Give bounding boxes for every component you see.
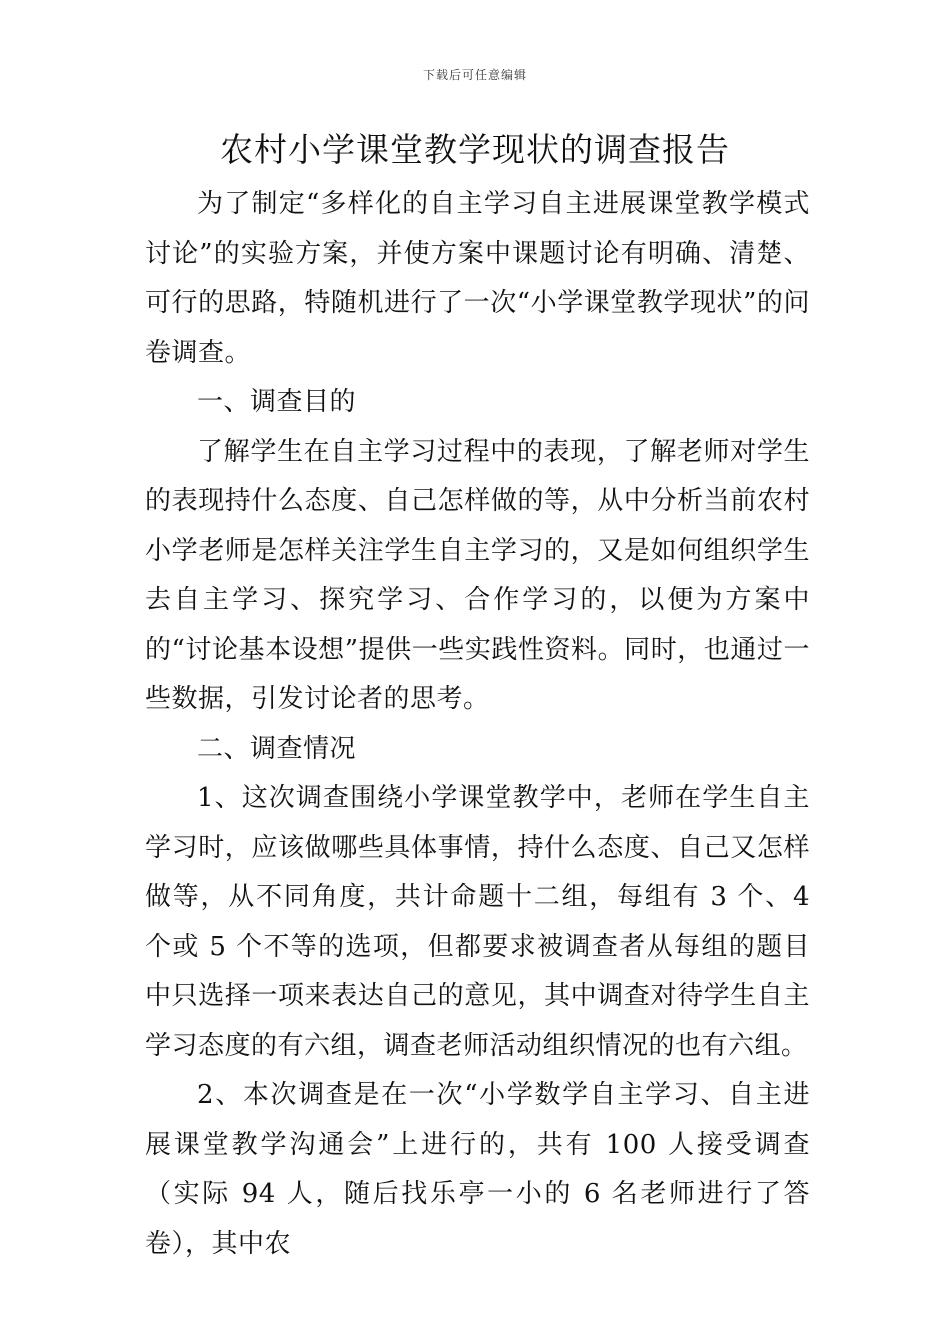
header-note: 下载后可任意编辑 xyxy=(422,68,527,82)
paragraph-purpose: 了解学生在自主学习过程中的表现，了解老师对学生的表现持什么态度、自己怎样做的等，从中分析当前农村小学老师是怎样关注学生自主学习的，又是如何组织学生去自主学习、探究学习、合作学习的，以便为方案中的“讨论基本设想”提供一些实践性资料。同时，也通过一些数据，引发讨论者的思考。 xyxy=(145,436,810,714)
paragraph-situation-1: 1、这次调查围绕小学课堂教学中，老师在学生自主学习时，应该做哪些具体事情，持什么态度、自己又怎样做等，从不同角度，共计命题十二组，每组有 3 个、4 个或 5 个不等的选项，但都要求被调查者从每组的题目中只选择一项来表达自己的意见，其中调查对待学生自主学习态度的有六组，调查老师活动组织情况的也有六组。 xyxy=(145,783,810,1061)
paragraph-situation-2: 2、本次调查是在一次“小学数学自主学习、自主进展课堂教学沟通会”上进行的，共有 100 人接受调查（实际 94 人，随后找乐亭一小的 6 名老师进行了答卷），其中农 xyxy=(145,1080,810,1259)
document-title: 农村小学课堂教学现状的调查报告 xyxy=(220,130,730,169)
document-body xyxy=(145,180,810,1269)
section-heading-purpose: 一、调查目的 xyxy=(197,387,357,417)
paragraph-intro: 为了制定“多样化的自主学习自主进展课堂教学模式讨论”的实验方案，并使方案中课题讨论有明确、清楚、可行的思路，特随机进行了一次“小学课堂教学现状”的问卷调查。 xyxy=(145,189,810,368)
section-heading-situation: 二、调查情况 xyxy=(197,733,357,764)
